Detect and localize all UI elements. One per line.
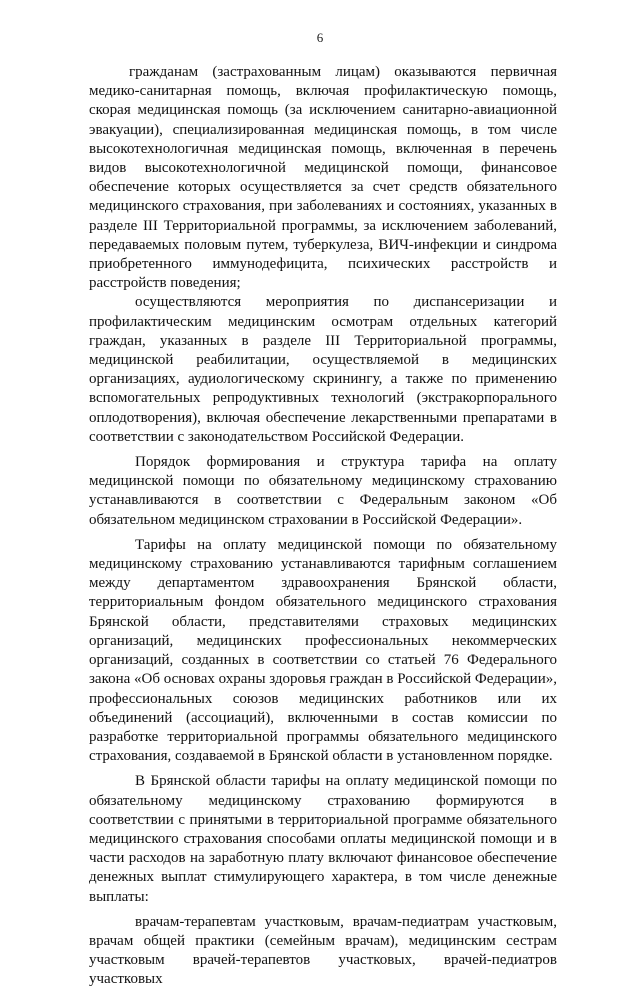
- paragraph: Тарифы на оплату медицинской помощи по обязательному медицинскому страхованию устанавливаются тарифным соглашением между департаментом здравоохранения Брянской области, территориальным фондом обязательного медицинского страхования Брянской области, представителями страховых медицинских организаций, медицинских профессиональных некоммерческих организаций, созданных в соответствии со статьей 76 Федерального закона «Об основах охраны здоровья граждан в Российской Федерации», профессиональных союзов медицинских работников или их объединений (ассоциаций), включенными в состав комиссии по разработке территориальной программы обязательного медицинского страхования, создаваемой в Брянской области в установленном порядке.: [89, 536, 557, 765]
- paragraph: врачам-терапевтам участковым, врачам-педиатрам участковым, врачам общей практики (семейным врачам), медицинским сестрам участковым врачей-терапевтов участковых, врачей-педиатров участковых: [89, 913, 557, 988]
- paragraph: Порядок формирования и структура тарифа на оплату медицинской помощи по обязательному медицинскому страхованию устанавливаются в соответствии с Федеральным законом «Об обязательном медицинском страховании в Российской Федерации».: [89, 454, 557, 528]
- paragraph: осуществляются мероприятия по диспансеризации и профилактическим медицинским осмотрам отдельных категорий граждан, указанных в разделе III Территориальной программы, медицинской реабилитации, осуществляемой в медицинских организациях, аудиологическому скринингу, а также по применению вспомогательных репродуктивных технологий (экстракорпорального оплодотворения), включая обеспечение лекарственными препаратами в соответствии с законодательством Российской Федерации.: [89, 294, 557, 445]
- paragraph: гражданам (застрахованным лицам) оказываются первичная медико-санитарная помощь, включая профилактическую помощь, скорая медицинская помощь (за исключением санитарно-авиационной эвакуации), специализированная медицинская помощь, в том числе высокотехнологичная медицинская помощь, включенная в перечень видов высокотехнологичной медицинской помощи, финансовое обеспечение которых осуществляется за счет средств обязательного медицинского страхования, при заболеваниях и состояниях, указанных в разделе III Территориальной программы, за исключением заболеваний, передаваемых половым путем, туберкулеза, ВИЧ-инфекции и синдрома приобретенного иммунодефицита, психических расстройств и расстройств поведения;: [89, 64, 557, 292]
- paragraph: В Брянской области тарифы на оплату медицинской помощи по обязательному медицинскому страхованию формируются в соответствии с принятыми в территориальной программе обязательного медицинского страхования способами оплаты медицинской помощи и в части расходов на заработную плату включают финансовое обеспечение денежных выплат стимулирующего характера, в том числе денежные выплаты:: [89, 773, 557, 905]
- document-body: [89, 63, 557, 990]
- page-number: 6: [316, 30, 324, 45]
